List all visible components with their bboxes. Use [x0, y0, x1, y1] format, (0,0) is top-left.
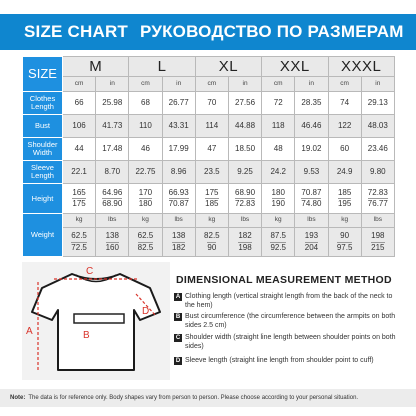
- size-name-xxxl: XXXL: [328, 57, 394, 77]
- table-cell: [295, 184, 328, 214]
- range-low: 138: [171, 231, 186, 241]
- table-cell: [361, 184, 394, 214]
- table-cell: 18.50: [228, 138, 261, 161]
- unit-cell: kg: [63, 214, 96, 228]
- table-row-weight: [23, 228, 395, 257]
- table-cell: [63, 228, 96, 257]
- unit-cell: kg: [262, 214, 295, 228]
- size-name-l: L: [129, 57, 195, 77]
- table-row-shoulder-width: [23, 138, 395, 161]
- marker-letter-a: A: [26, 326, 33, 337]
- unit-cell: cm: [195, 77, 228, 92]
- table-cell: [63, 184, 96, 214]
- table-cell: 41.73: [96, 115, 129, 138]
- table-cell: 70: [195, 92, 228, 115]
- range-low: 82.5: [204, 231, 220, 241]
- marker-letter-c: C: [86, 266, 94, 277]
- table-cell: 28.35: [295, 92, 328, 115]
- method-text: Sleeve length (straight line length from shoulder point to cuff): [185, 357, 374, 364]
- row-label-weight: Weight: [23, 214, 63, 257]
- table-cell: [96, 184, 129, 214]
- unit-cell: lbs: [295, 214, 328, 228]
- table-cell: 44: [63, 138, 96, 161]
- range-high: 160: [105, 242, 119, 252]
- unit-cell: cm: [262, 77, 295, 92]
- row-label-bust: Bust: [23, 115, 63, 138]
- marker-letter-d: D: [142, 306, 150, 317]
- range-low: 66.93: [168, 187, 189, 197]
- range-high: 68.90: [102, 199, 123, 208]
- table-cell: 29.13: [361, 92, 394, 115]
- note-label: Note:: [10, 395, 26, 401]
- table-cell: [361, 228, 394, 257]
- range-high: 70.87: [168, 199, 189, 208]
- range-low: 185: [337, 187, 352, 197]
- range-low: 87.5: [270, 231, 287, 241]
- table-cell: 22.1: [63, 161, 96, 184]
- table-cell: 23.5: [195, 161, 228, 184]
- table-cell: 122: [328, 115, 361, 138]
- table-cell: 22.75: [129, 161, 162, 184]
- table-cell: [162, 228, 195, 257]
- range-high: 190: [271, 199, 285, 208]
- table-cell: 8.70: [96, 161, 129, 184]
- weight-units-row: [23, 214, 395, 228]
- unit-cell: kg: [195, 214, 228, 228]
- unit-cell: kg: [129, 214, 162, 228]
- row-label-clothes-length: Clothes Length: [23, 92, 63, 115]
- table-row-sleeve-length: [23, 161, 395, 184]
- tshirt-measurement-figure: [22, 262, 170, 380]
- units-row: [23, 77, 395, 92]
- unit-cell: lbs: [96, 214, 129, 228]
- table-cell: [328, 228, 361, 257]
- range-high: 180: [138, 199, 153, 208]
- method-item-d: [174, 356, 402, 365]
- unit-cell: in: [228, 77, 261, 92]
- note-text: The data is for reference only. Body shapes vary from person to person. Please choose according to your personal situation.: [28, 395, 359, 401]
- table-cell: [96, 228, 129, 257]
- table-cell: [129, 184, 162, 214]
- range-low: 70.87: [301, 187, 322, 197]
- range-low: 62.5: [71, 231, 87, 241]
- unit-cell: kg: [328, 214, 361, 228]
- table-cell: 24.9: [328, 161, 361, 184]
- method-item-a: [174, 292, 402, 310]
- table-cell: 9.80: [361, 161, 394, 184]
- table-cell: 48: [262, 138, 295, 161]
- table-cell: [228, 228, 261, 257]
- table-cell: [162, 184, 195, 214]
- method-letter: D: [175, 357, 181, 364]
- range-high: 204: [304, 242, 319, 252]
- unit-cell: lbs: [162, 214, 195, 228]
- unit-cell: in: [295, 77, 328, 92]
- table-cell: 9.25: [228, 161, 261, 184]
- table-cell: 72: [262, 92, 295, 115]
- tshirt-diagram: [22, 262, 170, 380]
- method-letter: A: [175, 293, 181, 300]
- unit-cell: in: [361, 77, 394, 92]
- table-cell: 44.88: [228, 115, 261, 138]
- table-cell: 25.98: [96, 92, 129, 115]
- range-low: 198: [371, 231, 385, 241]
- table-cell: [228, 184, 261, 214]
- table-cell: [129, 228, 162, 257]
- size-header-label: SIZE: [23, 57, 63, 92]
- range-high: 82.5: [137, 242, 154, 252]
- banner-title-ru: РУКОВОДСТВО ПО РАЗМЕРАМ: [140, 22, 404, 41]
- method-item-c: [174, 333, 402, 351]
- marker-letter-b: B: [83, 330, 90, 341]
- table-cell: 23.46: [361, 138, 394, 161]
- table-row-bust: [23, 115, 395, 138]
- method-text: Shoulder width (straight line length between shoulder points on both sides): [185, 334, 396, 351]
- range-high: 76.77: [367, 199, 388, 208]
- range-high: 72.5: [71, 242, 87, 252]
- method-letter: C: [175, 334, 181, 341]
- range-low: 62.5: [137, 231, 154, 241]
- table-cell: 9.53: [295, 161, 328, 184]
- banner-title-en: SIZE CHART: [24, 22, 128, 41]
- range-low: 180: [271, 187, 285, 197]
- table-cell: 106: [63, 115, 96, 138]
- table-cell: 17.48: [96, 138, 129, 161]
- table-cell: 27.56: [228, 92, 261, 115]
- range-high: 182: [171, 242, 186, 252]
- table-cell: 68: [129, 92, 162, 115]
- unit-cell: cm: [129, 77, 162, 92]
- table-cell: 47: [195, 138, 228, 161]
- table-cell: 110: [129, 115, 162, 138]
- size-name-xl: XL: [195, 57, 261, 77]
- size-table: [22, 56, 395, 257]
- range-high: 198: [238, 242, 252, 252]
- method-item-b: [174, 312, 402, 330]
- method-text: Clothing length (vertical straight length from the back of the neck to the hem): [185, 293, 393, 310]
- disclaimer-note: [0, 389, 416, 407]
- unit-cell: in: [96, 77, 129, 92]
- range-low: 175: [205, 187, 219, 197]
- table-cell: 8.96: [162, 161, 195, 184]
- table-cell: 19.02: [295, 138, 328, 161]
- range-high: 97.5: [336, 242, 353, 252]
- table-cell: 74: [328, 92, 361, 115]
- method-text: Bust circumference (the circumference between the armpits on both sides 2.5 cm): [185, 313, 396, 330]
- unit-cell: lbs: [361, 214, 394, 228]
- table-cell: [195, 184, 228, 214]
- range-high: 195: [337, 199, 352, 208]
- tshirt-shape: [32, 274, 160, 370]
- unit-cell: in: [162, 77, 195, 92]
- table-cell: [295, 228, 328, 257]
- table-row-height: [23, 184, 395, 214]
- table-cell: 46.46: [295, 115, 328, 138]
- range-low: 68.90: [235, 187, 256, 197]
- table-cell: 114: [195, 115, 228, 138]
- table-cell: 24.2: [262, 161, 295, 184]
- row-label-shoulder-width: Shoulder Width: [23, 138, 63, 161]
- size-name-xxl: XXL: [262, 57, 328, 77]
- table-cell: 66: [63, 92, 96, 115]
- range-low: 170: [138, 187, 153, 197]
- range-high: 92.5: [270, 242, 287, 252]
- unit-cell: cm: [328, 77, 361, 92]
- table-cell: 46: [129, 138, 162, 161]
- range-low: 90: [340, 231, 350, 241]
- unit-cell: cm: [63, 77, 96, 92]
- range-low: 72.83: [367, 187, 388, 197]
- table-cell: [195, 228, 228, 257]
- range-high: 215: [371, 242, 385, 252]
- table-cell: 48.03: [361, 115, 394, 138]
- size-chart-banner: [0, 14, 416, 50]
- table-cell: [328, 184, 361, 214]
- range-low: 138: [105, 231, 119, 241]
- range-high: 74.80: [301, 199, 322, 208]
- size-name-m: M: [63, 57, 129, 77]
- range-low: 64.96: [102, 187, 123, 197]
- range-low: 193: [304, 231, 319, 241]
- range-low: 165: [72, 187, 86, 197]
- range-high: 72.83: [235, 199, 256, 208]
- range-high: 185: [205, 199, 219, 208]
- table-cell: [262, 228, 295, 257]
- unit-cell: lbs: [228, 214, 261, 228]
- table-cell: 17.99: [162, 138, 195, 161]
- method-title: DIMENSIONAL MEASUREMENT METHOD: [176, 274, 392, 286]
- row-label-sleeve-length: Sleeve Length: [23, 161, 63, 184]
- range-high: 175: [72, 199, 86, 208]
- method-letter: B: [175, 313, 181, 320]
- size-header-row: [23, 57, 395, 77]
- table-cell: [262, 184, 295, 214]
- table-cell: 60: [328, 138, 361, 161]
- range-high: 90: [207, 242, 217, 252]
- row-label-height: Height: [23, 184, 63, 214]
- table-cell: 26.77: [162, 92, 195, 115]
- range-low: 182: [238, 231, 252, 241]
- table-cell: 43.31: [162, 115, 195, 138]
- table-row-clothes-length: [23, 92, 395, 115]
- table-cell: 118: [262, 115, 295, 138]
